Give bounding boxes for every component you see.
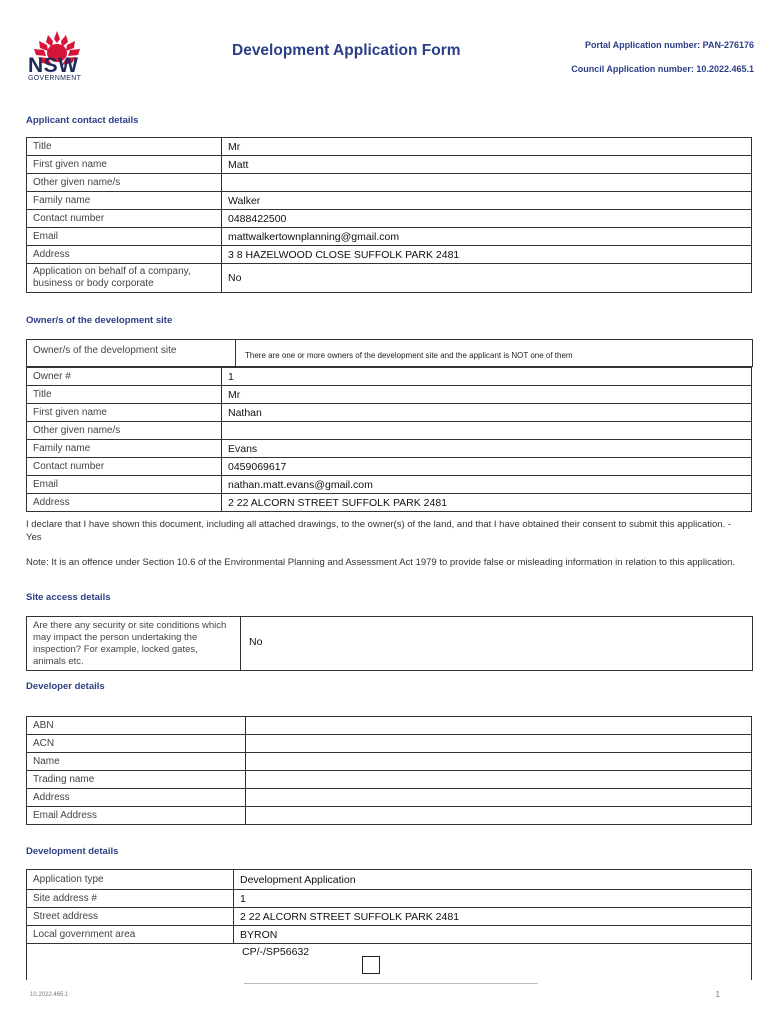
row-value: Nathan xyxy=(222,404,752,422)
divider xyxy=(751,944,752,980)
row-label: First given name xyxy=(27,156,222,174)
row-value: 2 22 ALCORN STREET SUFFOLK PARK 2481 xyxy=(222,494,752,512)
table-row xyxy=(27,494,752,512)
divider xyxy=(240,617,241,670)
row-value: 2 22 ALCORN STREET SUFFOLK PARK 2481 xyxy=(234,908,752,926)
table-row xyxy=(27,753,752,771)
page-number: 1 xyxy=(715,990,720,999)
row-label: Title xyxy=(27,138,222,156)
row-value: Development Application xyxy=(234,870,752,890)
footer-reference: 10.2022.465.1 xyxy=(30,992,69,998)
logo-wordmark: NSW xyxy=(28,54,79,77)
owner-consent-declaration: I declare that I have shown this document, including all attached drawings, to the owner(s) of the land, and that I have obtained their consent to submit this application. - Yes xyxy=(26,519,731,543)
table-row xyxy=(27,789,752,807)
site-access-answer: No xyxy=(249,636,263,648)
development-table xyxy=(26,869,752,944)
row-value: nathan.matt.evans@gmail.com xyxy=(222,476,752,494)
row-label: Street address xyxy=(27,908,234,926)
site-access-box xyxy=(26,616,753,671)
row-value xyxy=(246,789,752,807)
row-label: Contact number xyxy=(27,458,222,476)
council-application-number: Council Application number: 10.2022.465.1 xyxy=(571,64,754,74)
applicant-table xyxy=(26,137,752,293)
row-label: Title xyxy=(27,386,222,404)
table-row xyxy=(27,228,752,246)
divider xyxy=(26,944,27,980)
row-label: Email Address xyxy=(27,807,246,825)
row-value: Mr xyxy=(222,138,752,156)
lot-checkbox[interactable] xyxy=(362,956,380,974)
logo-subtitle: GOVERNMENT xyxy=(28,75,82,82)
section-heading-applicant: Applicant contact details xyxy=(26,115,139,126)
owners-summary-value: There are one or more owners of the development site and the applicant is NOT one of them xyxy=(245,351,573,360)
row-label: ACN xyxy=(27,735,246,753)
row-label: Family name xyxy=(27,192,222,210)
table-row xyxy=(27,174,752,192)
table-row xyxy=(27,404,752,422)
row-value: 3 8 HAZELWOOD CLOSE SUFFOLK PARK 2481 xyxy=(222,246,752,264)
table-row xyxy=(27,422,752,440)
table-row xyxy=(27,908,752,926)
table-row xyxy=(27,386,752,404)
table-row xyxy=(27,264,752,293)
table-row xyxy=(27,368,752,386)
divider xyxy=(235,340,236,366)
row-label: Trading name xyxy=(27,771,246,789)
table-row xyxy=(27,870,752,890)
site-access-question: Are there any security or site conditions which may impact the person undertaking the inspection? For example, locked gates, animals etc. xyxy=(33,620,227,667)
row-label: Site address # xyxy=(27,890,234,908)
row-value xyxy=(222,174,752,192)
row-label: Address xyxy=(27,246,222,264)
owners-table xyxy=(26,367,752,512)
row-value: 1 xyxy=(234,890,752,908)
row-label: Application on behalf of a company, business or body corporate xyxy=(27,264,222,293)
section-heading-owners: Owner/s of the development site xyxy=(26,315,173,326)
row-label: Application type xyxy=(27,870,234,890)
row-value xyxy=(246,717,752,735)
section-heading-site-access: Site access details xyxy=(26,592,111,603)
row-label: Name xyxy=(27,753,246,771)
row-value: Matt xyxy=(222,156,752,174)
table-row xyxy=(27,138,752,156)
owners-summary-box xyxy=(26,339,753,367)
row-value: No xyxy=(222,264,752,293)
portal-application-number: Portal Application number: PAN-276176 xyxy=(584,40,754,50)
footer-divider xyxy=(244,983,538,984)
row-label: ABN xyxy=(27,717,246,735)
table-row xyxy=(27,210,752,228)
page-title: Development Application Form xyxy=(232,42,461,59)
table-row xyxy=(27,771,752,789)
row-value: Walker xyxy=(222,192,752,210)
row-label: Contact number xyxy=(27,210,222,228)
lot-dp-value: CP/-/SP56632 xyxy=(242,946,310,958)
row-label: Address xyxy=(27,494,222,512)
row-value: mattwalkertownplanning@gmail.com xyxy=(222,228,752,246)
table-row xyxy=(27,476,752,494)
row-value: 1 xyxy=(222,368,752,386)
table-row xyxy=(27,458,752,476)
owners-summary-label: Owner/s of the development site xyxy=(33,345,177,356)
table-row xyxy=(27,807,752,825)
row-value xyxy=(222,422,752,440)
row-value: BYRON xyxy=(234,926,752,944)
row-value xyxy=(246,771,752,789)
row-label: First given name xyxy=(27,404,222,422)
row-label: Family name xyxy=(27,440,222,458)
section-heading-development: Development details xyxy=(26,846,119,857)
row-label: Other given name/s xyxy=(27,174,222,192)
row-label: Local government area xyxy=(27,926,234,944)
row-label: Address xyxy=(27,789,246,807)
developer-table xyxy=(26,716,752,825)
table-row xyxy=(27,717,752,735)
row-value: Mr xyxy=(222,386,752,404)
row-label: Other given name/s xyxy=(27,422,222,440)
table-row xyxy=(27,156,752,174)
section-heading-developer: Developer details xyxy=(26,681,105,692)
table-row xyxy=(27,890,752,908)
row-label: Email xyxy=(27,476,222,494)
row-value xyxy=(246,735,752,753)
table-row xyxy=(27,926,752,944)
row-label: Owner # xyxy=(27,368,222,386)
row-label: Email xyxy=(27,228,222,246)
row-value: 0459069617 xyxy=(222,458,752,476)
row-value: 0488422500 xyxy=(222,210,752,228)
table-row xyxy=(27,735,752,753)
row-value: Evans xyxy=(222,440,752,458)
table-row xyxy=(27,246,752,264)
row-value xyxy=(246,807,752,825)
offence-note: Note: It is an offence under Section 10.6 of the Environmental Planning and Assessment Act 1979 to provide false or misleading information in relation to this application. xyxy=(26,557,736,568)
table-row xyxy=(27,192,752,210)
table-row xyxy=(27,440,752,458)
row-value xyxy=(246,753,752,771)
